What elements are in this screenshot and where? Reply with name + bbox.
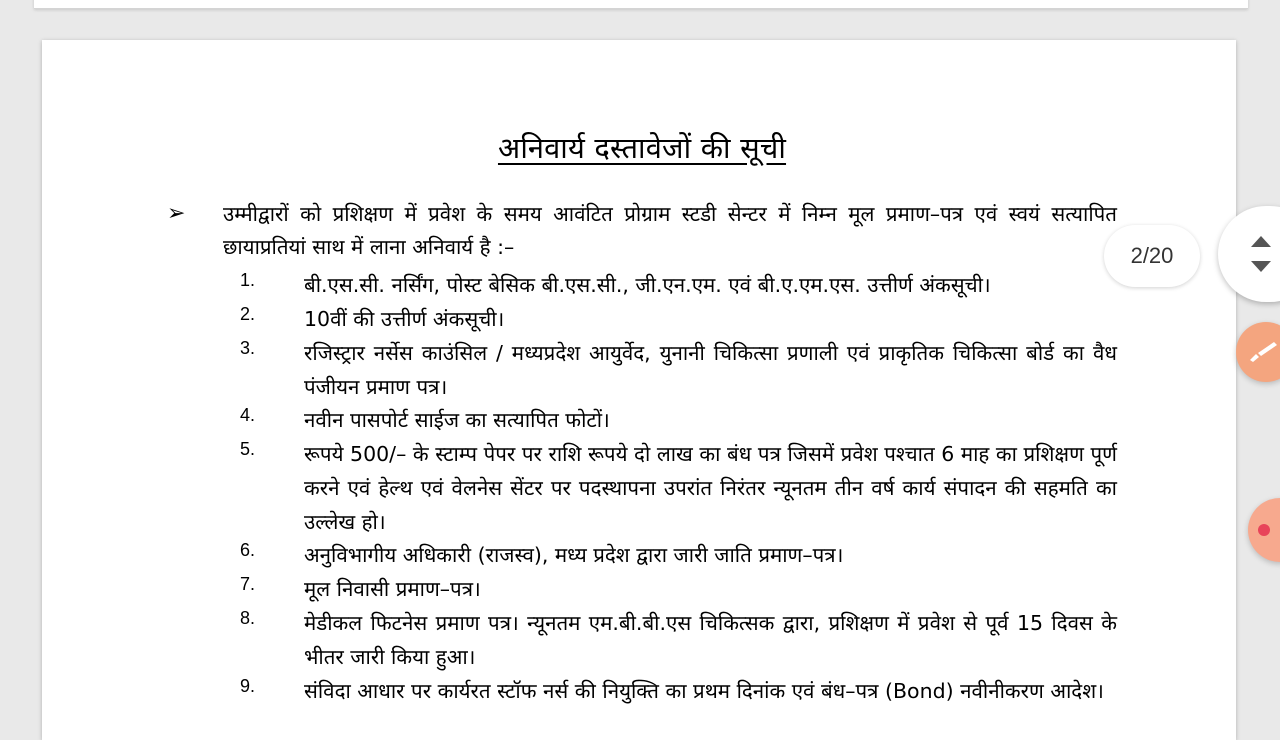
chevron-up-icon[interactable] <box>1251 236 1271 247</box>
list-item-text: मूल निवासी प्रमाण–पत्र। <box>304 577 481 601</box>
list-item-text: बी.एस.सी. नर्सिंग, पोस्ट बेसिक बी.एस.सी., जी.एन.एम. एवं बी.ए.एम.एस. उत्तीर्ण अंकसूची। <box>304 273 991 297</box>
list-item-number: 4. <box>240 405 256 425</box>
list-item-number: 2. <box>240 304 256 324</box>
list-item-text: रूपये 500/– के स्टाम्प पेपर पर राशि रूपये दो लाख का बंध पत्र जिसमें प्रवेश पश्चात 6 माह का प्रशिक्षण पूर्ण करने एवं हेल्थ एवं वेलनेस सेंटर पर पदस्थापना उपरांत निरंतर न्यूनतम तीन वर्ष कार्य संपादन की सहमति का उल्लेख हो। <box>304 442 1117 534</box>
list-item-text: 10वीं की उत्तीर्ण अंकसूची। <box>304 307 505 331</box>
record-dot-icon <box>1258 524 1270 536</box>
record-button[interactable] <box>1248 498 1280 562</box>
list-item-number: 6. <box>240 540 256 560</box>
document-title: अनिवार्य दस्तावेजों की सूची <box>497 131 787 165</box>
list-item-number: 3. <box>240 338 256 358</box>
edit-button[interactable] <box>1236 322 1280 382</box>
list-item-text: मेडीकल फिटनेस प्रमाण पत्र। न्यूनतम एम.बी.बी.एस चिकित्सक द्वारा, प्रशिक्षण में प्रवेश से पूर्व 15 दिवस के भीतर जारी किया हुआ। <box>304 611 1117 669</box>
chevron-down-icon[interactable] <box>1251 261 1271 272</box>
intro-paragraph: उम्मीद्वारों को प्रशिक्षण में प्रवेश के समय आवंटित प्रोग्राम स्टडी सेन्टर में निम्न मूल प्रमाण–पत्र एवं स्वयं सत्यापित छायाप्रतियां साथ में लाना अनिवार्य है :– <box>223 202 1117 259</box>
list-item-number: 7. <box>240 574 256 594</box>
previous-page-edge <box>34 0 1248 9</box>
list-item-number: 1. <box>240 270 256 290</box>
list-item-text: अनुविभागीय अधिकारी (राजस्व), मध्य प्रदेश द्वारा जारी जाति प्रमाण–पत्र। <box>304 543 844 567</box>
list-item-number: 5. <box>240 439 256 459</box>
list-item-number: 8. <box>240 608 256 628</box>
brush-icon <box>1246 340 1280 364</box>
list-item-text: संविदा आधार पर कार्यरत स्टॉफ नर्स की नियुक्ति का प्रथम दिनांक एवं बंध–पत्र (Bond) नवीनीकरण आदेश। <box>304 679 1104 703</box>
document-page <box>42 40 1236 740</box>
list-item-text: रजिस्ट्रार नर्सेस काउंसिल / मध्यप्रदेश आयुर्वेद, युनानी चिकित्सा प्रणाली एवं प्राकृतिक चिकित्सा बोर्ड का वैध पंजीयन प्रमाण पत्र। <box>304 341 1117 399</box>
list-item-number: 9. <box>240 676 256 696</box>
arrow-bullet-icon: ➢ <box>167 201 186 226</box>
page-indicator: 2/20 <box>1104 225 1200 287</box>
list-item-text: नवीन पासपोर्ट साईज का सत्यापित फोटों। <box>304 408 610 432</box>
